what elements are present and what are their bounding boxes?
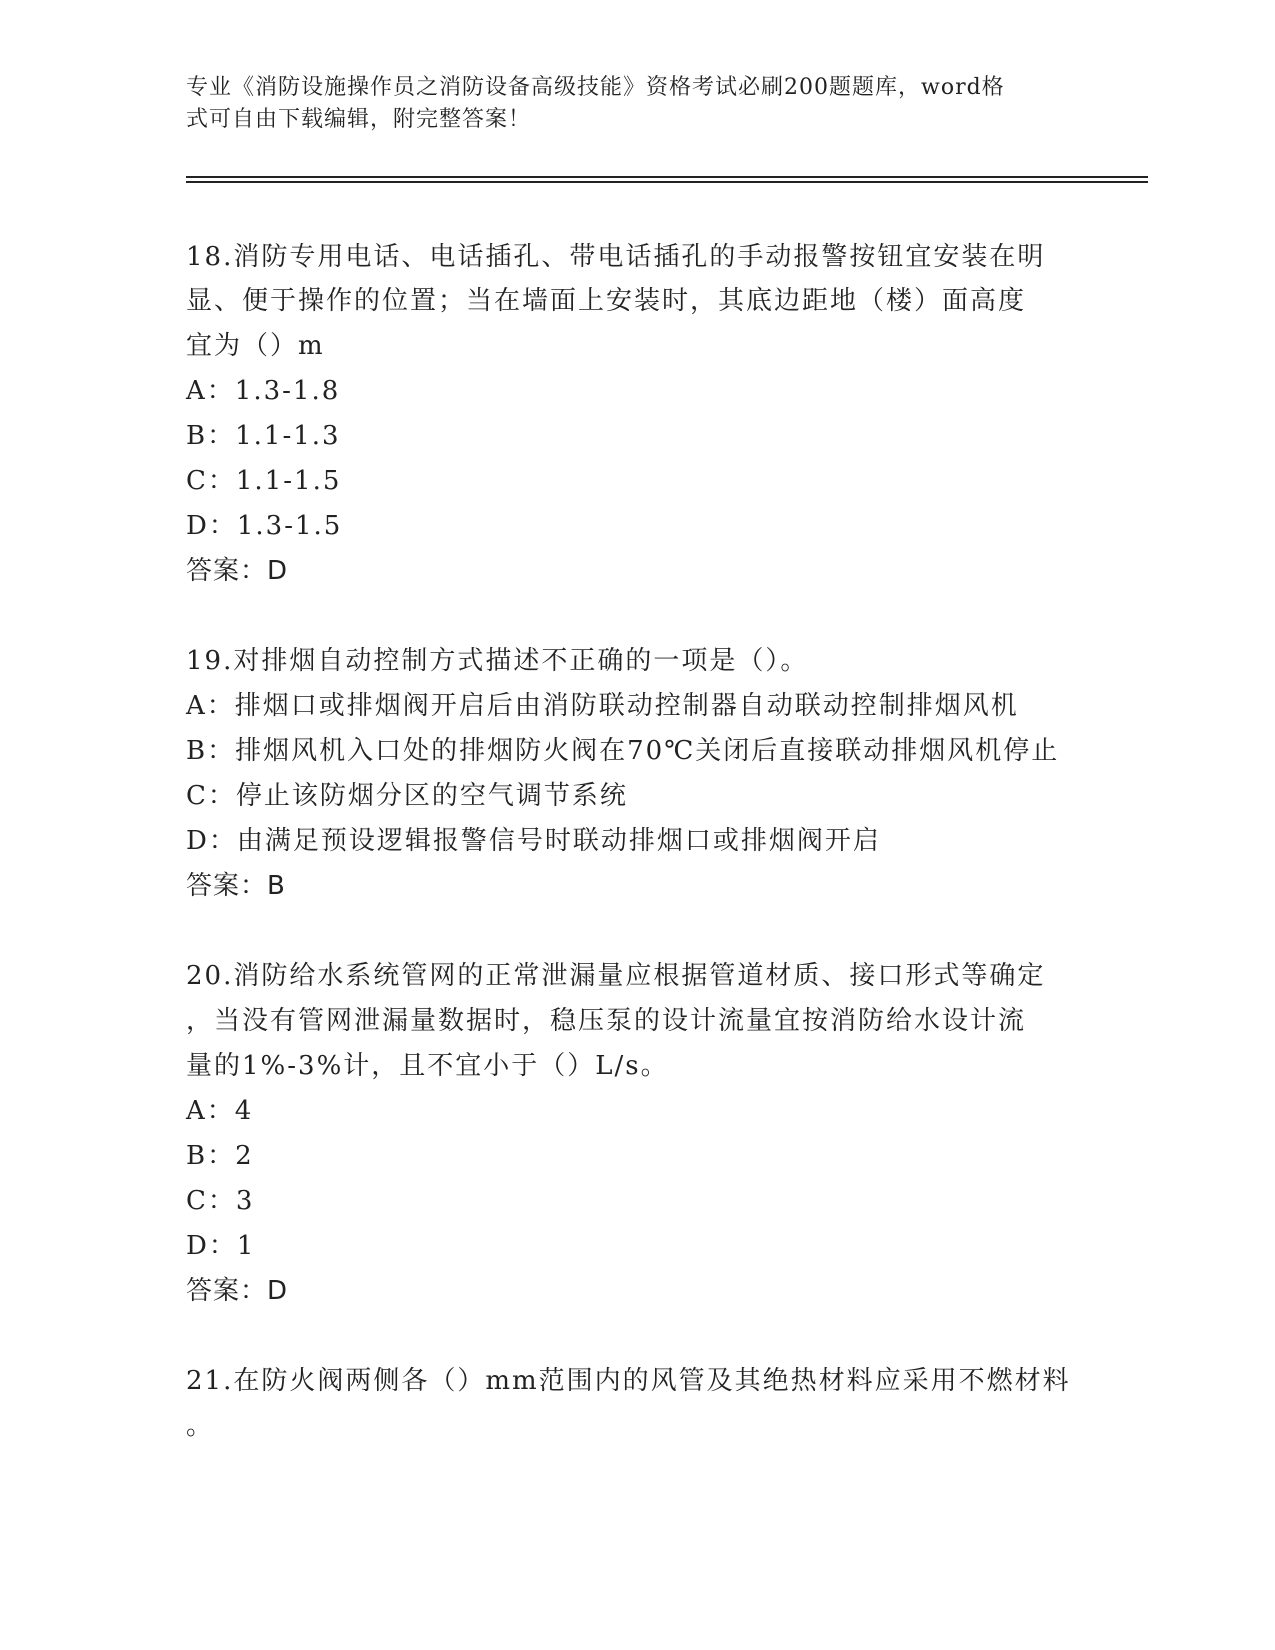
answer-label: 答案：B — [186, 871, 286, 901]
question-stem-line: 20.消防给水系统管网的正常泄漏量应根据管道材质、接口形式等确定 — [186, 961, 1046, 991]
option-d: D：1.3-1.5 — [186, 511, 343, 541]
answer-label: 答案：D — [186, 1276, 289, 1306]
option-d: D：1 — [186, 1231, 256, 1261]
option-a: A：4 — [186, 1096, 254, 1126]
option-b: B：2 — [186, 1141, 254, 1171]
option-c: C：3 — [186, 1186, 255, 1216]
header-divider-bottom — [186, 181, 1148, 183]
header-divider-top — [186, 176, 1148, 178]
question-stem-line: 。 — [186, 1411, 215, 1441]
question-stem-line: 18.消防专用电话、电话插孔、带电话插孔的手动报警按钮宜安装在明 — [186, 242, 1046, 272]
question-stem-line: 19.对排烟自动控制方式描述不正确的一项是（）。 — [186, 646, 809, 676]
question-stem-line: 21.在防火阀两侧各（）mm范围内的风管及其绝热材料应采用不燃材料 — [186, 1366, 1071, 1396]
option-d: D：由满足预设逻辑报警信号时联动排烟口或排烟阀开启 — [186, 826, 881, 856]
option-a: A：1.3-1.8 — [186, 376, 341, 406]
option-a: A：排烟口或排烟阀开启后由消防联动控制器自动联动控制排烟风机 — [186, 691, 1019, 721]
header-line-1: 专业《消防设施操作员之消防设备高级技能》资格考试必刷200题题库，word格 — [186, 75, 1005, 100]
option-b: B：1.1-1.3 — [186, 421, 341, 451]
header-line-2: 式可自由下载编辑，附完整答案！ — [186, 107, 532, 132]
option-c: C：停止该防烟分区的空气调节系统 — [186, 781, 628, 811]
question-stem-line: ，当没有管网泄漏量数据时，稳压泵的设计流量宜按消防给水设计流 — [186, 1006, 1027, 1036]
question-stem-line: 宜为（）m — [186, 331, 325, 361]
question-stem-line: 量的1%-3%计，且不宜小于（）L/s。 — [186, 1051, 669, 1081]
answer-label: 答案：D — [186, 556, 289, 586]
option-b: B：排烟风机入口处的排烟防火阀在70℃关闭后直接联动排烟风机停止 — [186, 736, 1060, 766]
document-header — [186, 72, 1086, 136]
option-c: C：1.1-1.5 — [186, 466, 342, 496]
question-stem-line: 显、便于操作的位置；当在墙面上安装时，其底边距地（楼）面高度 — [186, 286, 1027, 316]
